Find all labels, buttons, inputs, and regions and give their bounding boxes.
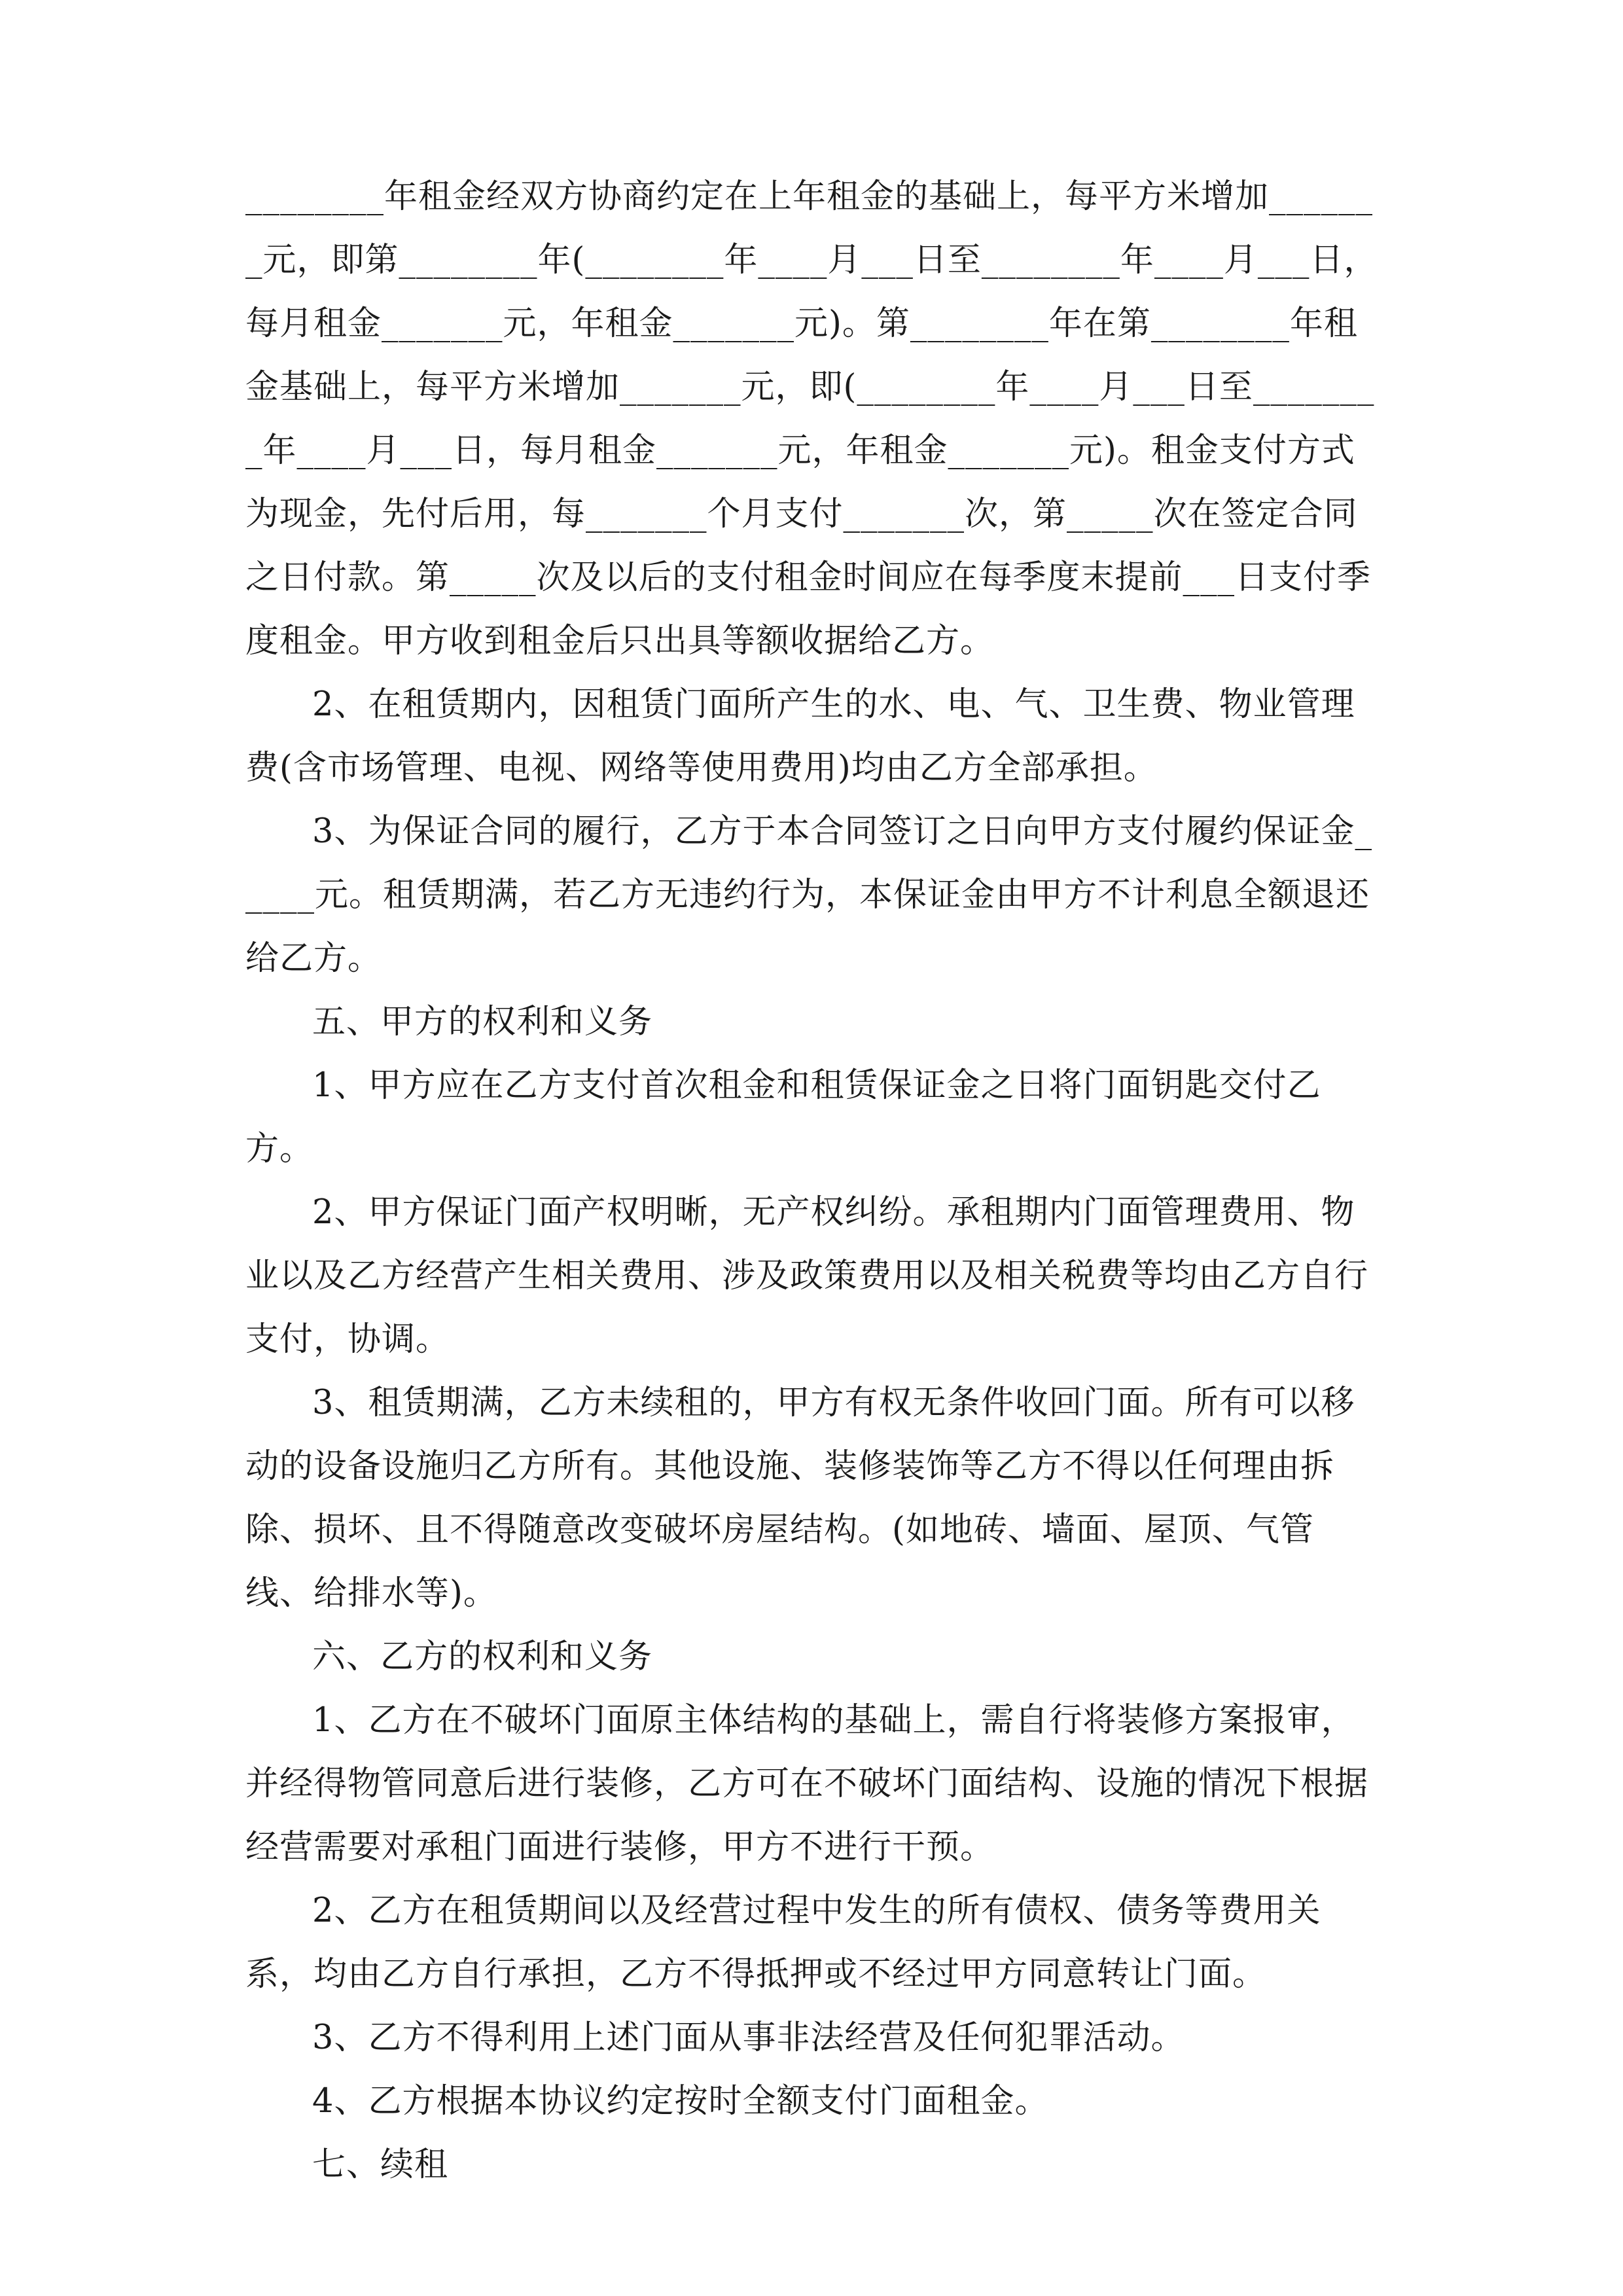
party-b-clause-1: 1、乙方在不破坏门面原主体结构的基础上，需自行将装修方案报审，并经得物管同意后进行装修，乙方可在不破坏门面结构、设施的情况下根据经营需要对承租门面进行装修，甲方不进行干预。 xyxy=(245,1701,1369,1867)
document-body xyxy=(245,165,1381,2197)
party-b-clause-4: 4、乙方根据本协议约定按时全额支付门面租金。 xyxy=(312,2082,1049,2121)
party-b-clause-2: 2、乙方在租赁期间以及经营过程中发生的所有债权、债务等费用关系，均由乙方自行承担，乙方不得抵押或不经过甲方同意转让门面。 xyxy=(245,1892,1321,1994)
section-heading-party-b: 六、乙方的权利和义务 xyxy=(312,1638,653,1676)
deposit-paragraph: 3、为保证合同的履行，乙方于本合同签订之日向甲方支付履约保证金_____元。租赁期满，若乙方无违约行为，本保证金由甲方不计利息全额退还给乙方。 xyxy=(245,812,1372,978)
party-a-clause-2: 2、甲方保证门面产权明晰，无产权纠纷。承租期内门面管理费用、物业以及乙方经营产生相关费用、涉及政策费用以及相关税费等均由乙方自行支付，协调。 xyxy=(245,1193,1369,1359)
section-heading-renewal: 七、续租 xyxy=(312,2145,449,2184)
party-a-clause-3: 3、租赁期满，乙方未续租的，甲方有权无条件收回门面。所有可以移动的设备设施归乙方所有。其他设施、装修装饰等乙方不得以任何理由拆除、损坏、且不得随意改变破坏房屋结构。(如地砖、墙面、屋顶、气管线、给排水等)。 xyxy=(245,1384,1355,1613)
rent-increase-paragraph: ________年租金经双方协商约定在上年租金的基础上，每平方米增加_______元，即第________年(________年____月___日至________年____月___日，每月租金_______元，年租金_______元)。第________年在第________年租金基础上，每平方米增加_______元，即(________年____月___日至________年____月___日，每月租金_______元，年租金_______元)。租金支付方式为现金，先付后用，每_______个月支付_______次，第_____次在签定合同之日付款。第_____次及以后的支付租金时间应在每季度末提前___日支付季度租金。甲方收到租金后只出具等额收据给乙方。 xyxy=(245,177,1378,660)
party-a-clause-1: 1、甲方应在乙方支付首次租金和租赁保证金之日将门面钥匙交付乙方。 xyxy=(245,1066,1321,1168)
party-b-clause-3: 3、乙方不得利用上述门面从事非法经营及任何犯罪活动。 xyxy=(312,2018,1185,2057)
utility-fees-paragraph: 2、在租赁期内，因租赁门面所产生的水、电、气、卫生费、物业管理费(含市场管理、电视、网络等使用费用)均由乙方全部承担。 xyxy=(245,685,1355,787)
section-heading-party-a: 五、甲方的权利和义务 xyxy=(312,1003,653,1041)
